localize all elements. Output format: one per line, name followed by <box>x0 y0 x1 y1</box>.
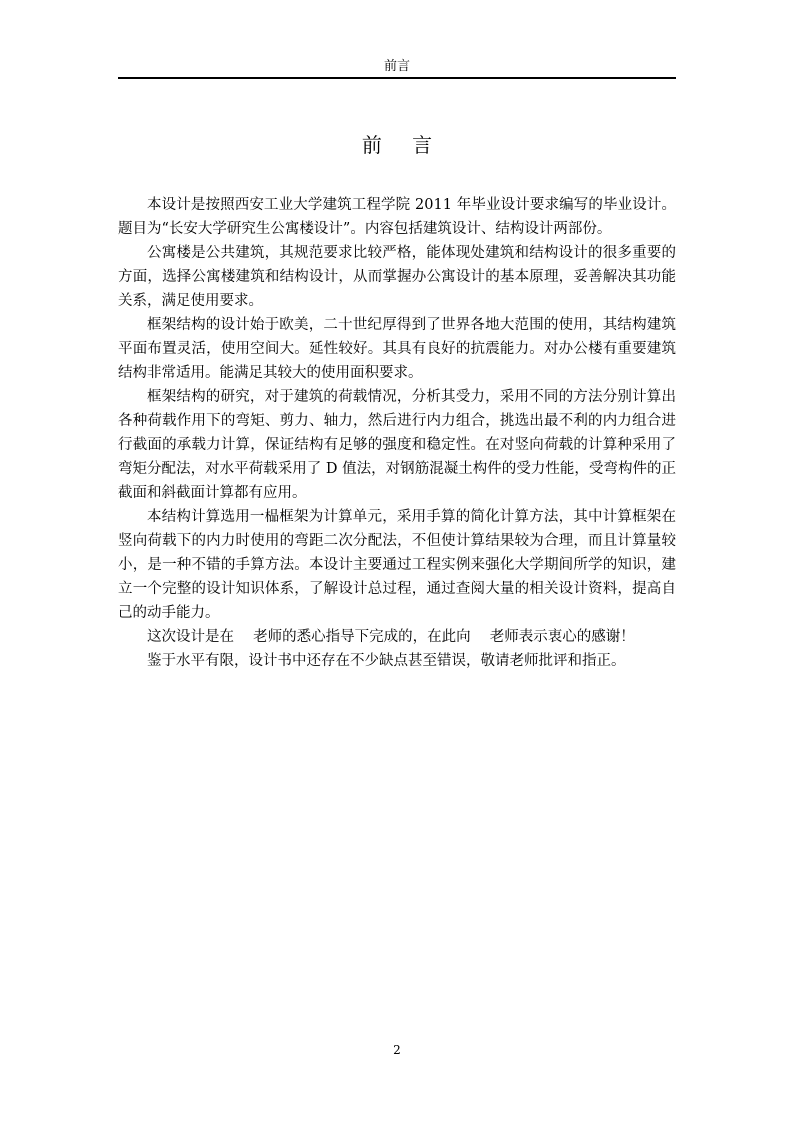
page-title: 前 言 <box>361 133 445 157</box>
page-number: 2 <box>393 1043 401 1057</box>
header-rule <box>118 77 676 79</box>
paragraph: 框架结构的研究，对于建筑的荷载情况，分析其受力，采用不同的方法分别计算出各种荷载作用下的弯矩、剪力、轴力，然后进行内力组合，挑选出最不利的内力组合进行截面的承载力计算，保证结构有足够的强度和稳定性。在对竖向荷载的计算种采用了弯矩分配法，对水平荷载采用了 D 值法，对钢筋混凝土构件的受力性能，受弯构件的正截面和斜截面计算都有应用。 <box>118 389 676 501</box>
paragraph: 框架结构的设计始于欧美，二十世纪厚得到了世界各地大范围的使用，其结构建筑平面布置灵活，使用空间大。延性较好。其具有良好的抗震能力。对办公楼有重要建筑结构非常适用。能满足其较大的使用面积要求。 <box>118 317 676 381</box>
paragraph: 这次设计是在 老师的悉心指导下完成的，在此向 老师表示衷心的感谢！ <box>147 629 635 645</box>
paragraph: 本结构计算选用一榀框架为计算单元，采用手算的简化计算方法，其中计算框架在竖向荷载下的内力时使用的弯距二次分配法，不但使计算结果较为合理，而且计算量较小，是一种不错的手算方法。本设计主要通过工程实例来强化大学期间所学的知识，建立一个完整的设计知识体系，了解设计总过程，通过查阅大量的相关设计资料，提高自己的动手能力。 <box>118 509 676 621</box>
body-text <box>118 193 676 673</box>
paragraph: 鉴于水平有限，设计书中还存在不少缺点甚至错误，敬请老师批评和指正。 <box>147 653 626 669</box>
paragraph: 公寓楼是公共建筑，其规范要求比较严格，能体现处建筑和结构设计的很多重要的方面，选择公寓楼建筑和结构设计，从而掌握办公寓设计的基本原理，妥善解决其功能关系，满足使用要求。 <box>118 245 676 309</box>
running-header: 前言 <box>383 59 410 74</box>
paragraph: 本设计是按照西安工业大学建筑工程学院 2011 年毕业设计要求编写的毕业设计。题目为“长安大学研究生公寓楼设计”。内容包括建筑设计、结构设计两部份。 <box>118 197 676 237</box>
